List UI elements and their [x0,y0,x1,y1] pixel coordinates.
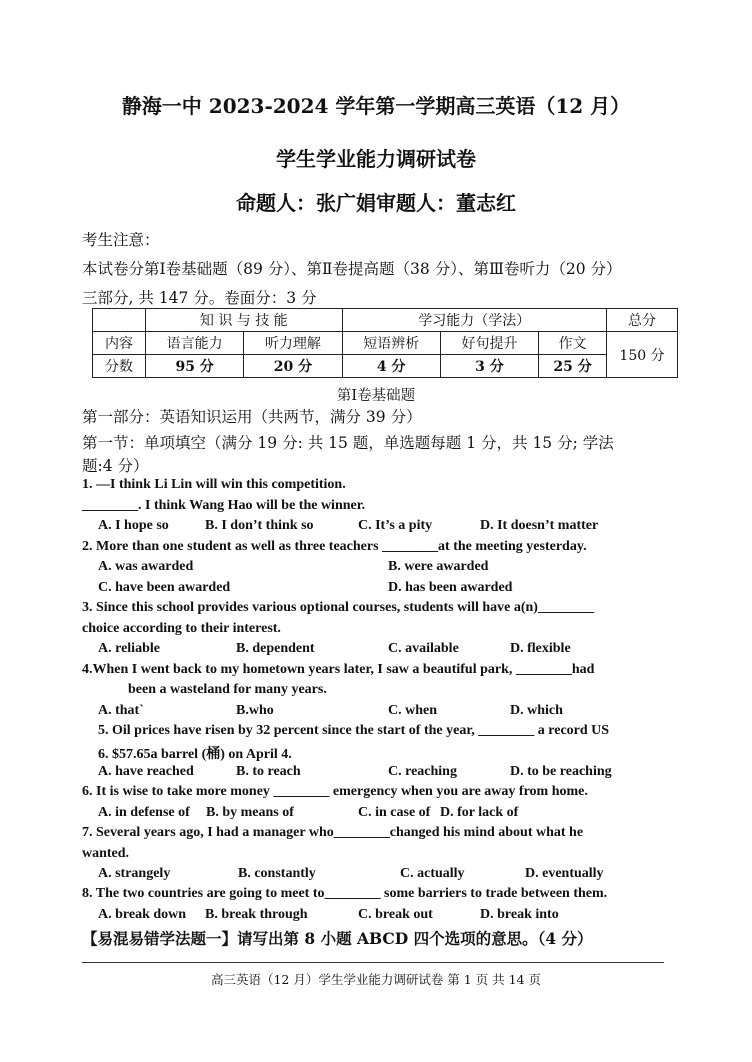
score-table-score: 25 分 [539,355,607,378]
option-a[interactable]: A. was awarded [98,559,194,574]
question-stem: 6. It is wise to take more money ________ emergency when you are away from home. [82,784,588,799]
option-d[interactable]: D. for lack of [440,805,519,820]
question-stem: 6. $57.65a barrel (桶) on April 4. [98,747,292,762]
volume-heading: 第Ⅰ卷基础题 [336,388,416,404]
question-stem: 7. Several years ago, I had a manager who________changed his mind about what he [82,825,584,840]
option-b[interactable]: B. to reach [236,764,301,779]
option-c[interactable]: C. It’s a pity [358,518,433,533]
option-a[interactable]: A. that` [98,703,144,718]
score-table-item: 短语辨析 [342,332,440,355]
section-heading-line-1: 第一节：单项填空（满分 19 分: 共 15 题，单选题每题 1 分，共 15 分; 学法 [82,434,614,452]
question-stem: 8. The two countries are going to meet to________ some barriers to trade between them. [82,886,608,901]
option-d[interactable]: D. eventually [525,866,604,881]
exam-title: 静海一中 2023-2024 学年第一学期高三英语（12 月） [121,94,631,118]
page-footer: 高三英语（12 月）学生学业能力调研试卷 第 1 页 共 14 页 [210,972,542,987]
option-a[interactable]: A. I hope so [98,518,169,533]
score-table-group-knowledge: 知 识 与 技 能 [146,309,343,332]
option-c[interactable]: C. reaching [388,764,457,779]
question-stem: 4.When I went back to my hometown years later, I saw a beautiful park, ________had [82,662,595,677]
option-b[interactable]: B. constantly [238,866,316,881]
score-table-score-label: 分数 [93,355,146,378]
option-b[interactable]: B.who [236,703,274,718]
option-b[interactable]: B. were awarded [388,559,489,574]
score-table-item: 听力理解 [244,332,342,355]
question-stem: 3. Since this school provides various optional courses, students will have a(n)________ [82,600,594,615]
score-table-score: 95 分 [146,355,244,378]
section-heading-line-2: 题:4 分） [82,457,149,475]
option-c[interactable]: C. break out [358,907,433,922]
score-table-item: 作文 [539,332,607,355]
notice-line-2: 三部分, 共 147 分。卷面分：3 分 [82,289,317,307]
question-stem: 2. More than one student as well as three teachers ________at the meeting yesterday. [82,539,587,554]
option-d[interactable]: D. has been awarded [388,580,513,595]
score-table-item: 语言能力 [146,332,244,355]
option-a[interactable]: A. in defense of [98,805,190,820]
score-table [92,308,678,378]
option-d[interactable]: D. to be reaching [510,764,612,779]
footer-divider [82,962,664,963]
question-stem: ________. I think Wang Hao will be the winner. [82,498,366,513]
option-b[interactable]: B. dependent [236,641,315,656]
question-stem: 5. Oil prices have risen by 32 percent since the start of the year, ________ a record US [98,723,610,738]
notice-line-1: 本试卷分第Ⅰ卷基础题（89 分）、第Ⅱ卷提高题（38 分）、第Ⅲ卷听力（20 分） [82,260,622,278]
option-d[interactable]: D. It doesn’t matter [480,518,599,533]
score-table-score: 20 分 [244,355,342,378]
score-table-total: 150 分 [607,332,678,378]
exam-authors: 命题人：张广娟审题人：董志红 [236,191,516,215]
exercise-note: 【易混易错学法题一】请写出第 8 小题 ABCD 四个选项的意思。（4 分） [82,929,593,948]
option-d[interactable]: D. which [510,703,563,718]
exam-subtitle: 学生学业能力调研试卷 [276,147,476,171]
score-table-score: 3 分 [440,355,538,378]
option-c[interactable]: C. actually [400,866,465,881]
option-c[interactable]: C. available [388,641,459,656]
question-stem: wanted. [82,846,130,861]
question-stem: choice according to their interest. [82,621,281,636]
option-a[interactable]: A. have reached [98,764,194,779]
question-stem: 1. —I think Li Lin will win this competition. [82,477,346,492]
question-stem: been a wasteland for many years. [128,682,327,697]
option-c[interactable]: C. in case of [358,805,431,820]
option-c[interactable]: C. have been awarded [98,580,231,595]
option-b[interactable]: B. break through [205,907,308,922]
option-a[interactable]: A. strangely [98,866,171,881]
score-table-corner [93,309,146,332]
score-table-content-label: 内容 [93,332,146,355]
option-b[interactable]: B. by means of [206,805,294,820]
option-a[interactable]: A. reliable [98,641,160,656]
option-c[interactable]: C. when [388,703,438,718]
option-a[interactable]: A. break down [98,907,187,922]
option-d[interactable]: D. break into [480,907,559,922]
score-table-group-learning: 学习能力（学法） [342,309,606,332]
option-d[interactable]: D. flexible [510,641,571,656]
score-table-item: 好句提升 [440,332,538,355]
option-b[interactable]: B. I don’t think so [205,518,314,533]
notice-label: 考生注意： [82,231,160,249]
part-heading: 第一部分：英语知识运用（共两节，满分 39 分） [82,408,422,426]
score-table-score: 4 分 [342,355,440,378]
score-table-total-label: 总分 [607,309,678,332]
